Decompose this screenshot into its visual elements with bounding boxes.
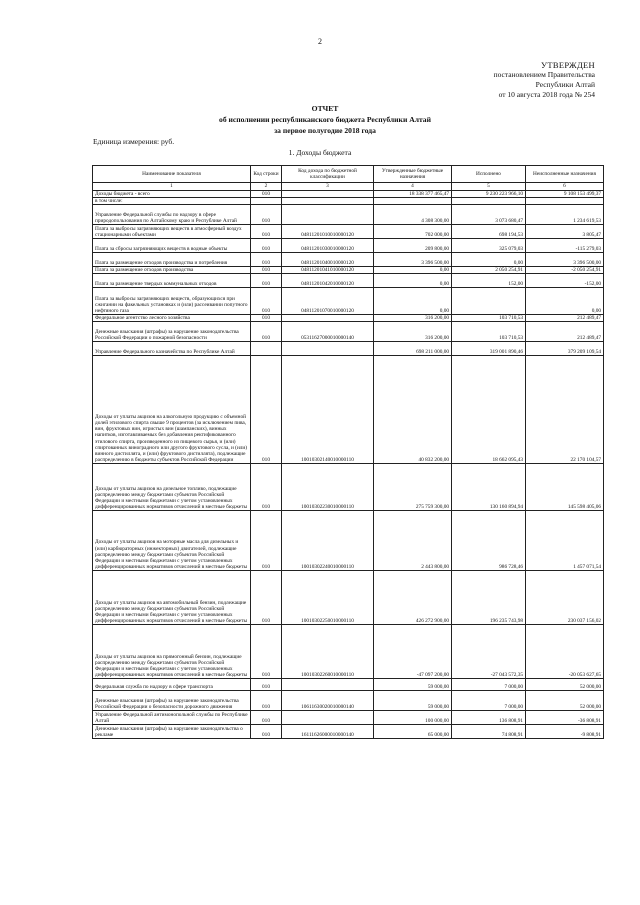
row-line-code: 010 (251, 679, 282, 691)
row-unexecuted: 1 457 071,54 (526, 511, 604, 571)
row-unexecuted: 212 489,47 (526, 315, 604, 322)
report-title-line-2: об исполнении республиканского бюджета Республики Алтай (219, 115, 431, 124)
row-unexecuted: 3 805,47 (526, 225, 604, 239)
row-indicator-name: Доходы от уплаты акцизов на моторные масла для дизельных и (или) карбюраторных (инжекторных) двигателей, подлежащие распределению между бюджетами субъектов Российской Федерации и местными бюджетами с учетом установленных дифференцированных нормативов отчислений в местные бюджеты (93, 511, 251, 571)
column-number: 1 (93, 183, 251, 190)
row-revenue-code: 04811201040010000120 (282, 253, 374, 267)
row-indicator-name: Плата за размещение отходов производства и потребления (93, 253, 251, 267)
row-revenue-code: 04811201042010000120 (282, 274, 374, 288)
table-row (93, 725, 604, 739)
table-row (93, 190, 604, 197)
row-approved: 316 200,00 (374, 322, 452, 342)
row-revenue-code: 10010302140010000110 (282, 356, 374, 464)
row-approved: 702 000,00 (374, 225, 452, 239)
approval-heading: УТВЕРЖДЕН (541, 60, 595, 70)
row-revenue-code: 04811201030010000120 (282, 239, 374, 253)
row-indicator-name: Управление Федерального казначейства по Республике Алтай (93, 342, 251, 356)
row-unexecuted: 52 000,00 (526, 691, 604, 711)
table-row (93, 267, 604, 274)
table-row (93, 274, 604, 288)
row-executed (452, 197, 526, 204)
header-revenue-code: Код дохода по бюджетной классификации (282, 166, 374, 183)
row-line-code: 010 (251, 239, 282, 253)
section-title: 1. Доходы бюджета (288, 148, 352, 157)
table-row (93, 288, 604, 315)
row-approved: 209 800,00 (374, 239, 452, 253)
row-indicator-name: Доходы от уплаты акцизов на дизельное топливо, подлежащие распределению между бюджетами субъектов Российской Федерации и местными бюджетами с учетом установленных дифференцированных нормативов отчислений в местные бюджеты (93, 464, 251, 511)
row-indicator-name: Плата за выбросы загрязняющих веществ в атмосферный воздух стационарными объектами (93, 225, 251, 239)
header-approved: Утвержденные бюджетные назначения (374, 166, 452, 183)
table-row (93, 356, 604, 464)
row-approved: 316 200,00 (374, 315, 452, 322)
row-executed: 7 000,00 (452, 679, 526, 691)
row-executed: 196 235 743,98 (452, 571, 526, 625)
row-approved: 4 308 300,00 (374, 205, 452, 225)
row-approved: 59 000,00 (374, 679, 452, 691)
row-unexecuted: 379 209 109,54 (526, 342, 604, 356)
row-line-code: 010 (251, 267, 282, 274)
table-row (93, 571, 604, 625)
row-line-code: 010 (251, 253, 282, 267)
row-indicator-name: Плата за сбросы загрязняющих веществ в водные объекты (93, 239, 251, 253)
table-row (93, 239, 604, 253)
report-title-line-1: ОТЧЕТ (311, 104, 339, 113)
row-executed: 152,00 (452, 274, 526, 288)
row-indicator-name: в том числе: (93, 197, 251, 204)
table-row (93, 322, 604, 342)
row-indicator-name: Денежные взыскания (штрафы) за нарушение законодательства Российской Федерации о пожарной безопасности (93, 322, 251, 342)
row-revenue-code (282, 711, 374, 725)
row-revenue-code: 10010302240010000110 (282, 511, 374, 571)
column-number-row (93, 183, 604, 190)
row-line-code: 010 (251, 691, 282, 711)
row-approved: 0,00 (374, 267, 452, 274)
row-revenue-code: 10010302260010000110 (282, 625, 374, 679)
unit-label: Единица измерения: руб. (93, 137, 175, 146)
row-revenue-code (282, 315, 374, 322)
row-unexecuted: -9 808,91 (526, 725, 604, 739)
row-line-code: 010 (251, 205, 282, 225)
row-unexecuted: -152,00 (526, 274, 604, 288)
row-executed: 74 808,91 (452, 725, 526, 739)
table-row (93, 511, 604, 571)
row-revenue-code (282, 197, 374, 204)
row-unexecuted: 9 108 153 499,37 (526, 190, 604, 197)
row-line-code: 010 (251, 356, 282, 464)
row-indicator-name: Доходы от уплаты акцизов на автомобильный бензин, подлежащие распределению между бюджетами субъектов Российской Федерации и местными бюджетами с учетом установленных дифференцированных нормативов отчислений в местные бюджеты (93, 571, 251, 625)
table-row (93, 711, 604, 725)
budget-revenue-table (92, 165, 604, 739)
row-line-code: 010 (251, 315, 282, 322)
row-line-code: 010 (251, 625, 282, 679)
row-line-code: 010 (251, 322, 282, 342)
row-approved: 40 832 200,00 (374, 356, 452, 464)
row-indicator-name: Плата за выбросы загрязняющих веществ, образующихся при сжигании на факельных установках и (или) рассеивании попутного нефтяного газа (93, 288, 251, 315)
row-approved: 18 338 377 465,47 (374, 190, 452, 197)
row-indicator-name: Федеральная служба по надзору в сфере транспорта (93, 679, 251, 691)
row-line-code: 010 (251, 274, 282, 288)
approval-line-2: Республики Алтай (535, 80, 595, 89)
approval-line-1: постановлением Правительства (493, 70, 595, 79)
column-number: 4 (374, 183, 452, 190)
row-revenue-code (282, 679, 374, 691)
row-approved: 65 000,00 (374, 725, 452, 739)
row-indicator-name: Федеральное агентство лесного хозяйства (93, 315, 251, 322)
row-revenue-code (282, 190, 374, 197)
row-approved: 59 000,00 (374, 691, 452, 711)
row-approved: 0,00 (374, 288, 452, 315)
row-line-code (251, 197, 282, 204)
table-header-row (93, 166, 604, 183)
header-unexecuted: Неисполненные назначения (526, 166, 604, 183)
row-executed: 103 710,53 (452, 315, 526, 322)
row-revenue-code: 04811201041010000120 (282, 267, 374, 274)
row-executed: 319 001 890,46 (452, 342, 526, 356)
row-executed: 7 000,00 (452, 691, 526, 711)
row-indicator-name: Доходы бюджета - всего (93, 190, 251, 197)
row-revenue-code (282, 342, 374, 356)
row-unexecuted: 1 234 619,53 (526, 205, 604, 225)
page-number: 2 (318, 37, 322, 46)
column-number: 5 (452, 183, 526, 190)
row-indicator-name: Плата за размещение твердых коммунальных отходов (93, 274, 251, 288)
row-unexecuted: 230 037 156,02 (526, 571, 604, 625)
row-executed: 136 808,91 (452, 711, 526, 725)
row-executed: 9 230 223 966,10 (452, 190, 526, 197)
row-unexecuted: 22 170 104,57 (526, 356, 604, 464)
row-executed: 18 662 095,43 (452, 356, 526, 464)
column-number: 6 (526, 183, 604, 190)
row-unexecuted: 52 000,00 (526, 679, 604, 691)
row-executed: 986 728,46 (452, 511, 526, 571)
table-row (93, 315, 604, 322)
row-indicator-name: Денежные взыскания (штрафы) за нарушение законодательства о рекламе (93, 725, 251, 739)
row-unexecuted: 145 598 405,06 (526, 464, 604, 511)
table-row (93, 342, 604, 356)
row-revenue-code: 10611630020010000140 (282, 691, 374, 711)
row-executed: 325 079,03 (452, 239, 526, 253)
table-row (93, 225, 604, 239)
row-approved: 698 211 000,00 (374, 342, 452, 356)
table-row (93, 679, 604, 691)
row-executed: 130 160 894,94 (452, 464, 526, 511)
row-approved: 275 759 300,00 (374, 464, 452, 511)
column-number: 2 (251, 183, 282, 190)
header-line-code: Код строки (251, 166, 282, 183)
row-approved: 0,00 (374, 274, 452, 288)
row-unexecuted: -20 053 627,65 (526, 625, 604, 679)
row-executed: 103 710,53 (452, 322, 526, 342)
row-revenue-code: 04811201070010000120 (282, 288, 374, 315)
row-unexecuted: 0,00 (526, 288, 604, 315)
row-line-code: 010 (251, 288, 282, 315)
table-row (93, 253, 604, 267)
row-line-code: 010 (251, 725, 282, 739)
row-executed: 698 194,53 (452, 225, 526, 239)
row-indicator-name: Денежные взыскания (штрафы) за нарушение законодательства Российской Федерации о безопасности дорожного движения (93, 691, 251, 711)
row-indicator-name: Управление Федеральной антимонопольной службы по Республике Алтай (93, 711, 251, 725)
row-revenue-code: 16111626000010000140 (282, 725, 374, 739)
row-indicator-name: Доходы от уплаты акцизов на алкогольную продукцию с объемной долей этилового спирта свыше 9 процентов (за исключением пива, вин, фруктовых вин, игристых вин (шампанских), винных напитков, изготавливаемых без добавления ректификованного этилового спирта, произведенного из пищевого сырья, и (или) спиртованных виноградного или другого фруктового сусла, и (или) винного дистиллята, и (или) фруктового дистиллята), подлежащие распределению в бюджеты субъектов Российской Федерации (93, 356, 251, 464)
row-revenue-code: 10010302250010000110 (282, 571, 374, 625)
row-unexecuted: 3 396 500,00 (526, 253, 604, 267)
row-indicator-name: Управление Федеральной службы по надзору в сфере природопользования по Алтайскому краю и Республике Алтай (93, 205, 251, 225)
row-approved: 2 443 800,00 (374, 511, 452, 571)
header-executed: Исполнено (452, 166, 526, 183)
row-approved: 426 272 900,00 (374, 571, 452, 625)
row-revenue-code: 05311627000010000140 (282, 322, 374, 342)
row-revenue-code (282, 205, 374, 225)
table-row (93, 205, 604, 225)
row-line-code: 010 (251, 511, 282, 571)
row-executed (452, 288, 526, 315)
row-unexecuted: -2 050 254,91 (526, 267, 604, 274)
row-approved: 100 000,00 (374, 711, 452, 725)
row-unexecuted: -36 808,91 (526, 711, 604, 725)
row-line-code: 010 (251, 464, 282, 511)
approval-block (415, 60, 595, 100)
row-unexecuted (526, 197, 604, 204)
table-row (93, 197, 604, 204)
row-line-code: 010 (251, 571, 282, 625)
row-executed: -27 043 572,35 (452, 625, 526, 679)
row-line-code (251, 342, 282, 356)
row-revenue-code: 04811201010010000120 (282, 225, 374, 239)
row-indicator-name: Плата за размещение отходов производства (93, 267, 251, 274)
column-number: 3 (282, 183, 374, 190)
table-row (93, 691, 604, 711)
row-approved (374, 197, 452, 204)
row-line-code: 010 (251, 225, 282, 239)
row-executed: 3 073 680,47 (452, 205, 526, 225)
header-indicator-name: Наименование показателя (93, 166, 251, 183)
approval-line-3: от 10 августа 2018 года № 254 (498, 90, 595, 99)
row-approved: 3 396 500,00 (374, 253, 452, 267)
table-row (93, 464, 604, 511)
report-title (160, 103, 490, 136)
row-approved: -47 097 200,00 (374, 625, 452, 679)
report-title-line-3: за первое полугодие 2018 года (274, 126, 376, 135)
row-line-code: 010 (251, 190, 282, 197)
table-row (93, 625, 604, 679)
row-executed: 2 050 254,91 (452, 267, 526, 274)
row-indicator-name: Доходы от уплаты акцизов на прямогонный бензин, подлежащие распределению между бюджетами субъектов Российской Федерации и местными бюджетами с учетом установленных дифференцированных нормативов отчислений в местные бюджеты (93, 625, 251, 679)
row-executed: 0,00 (452, 253, 526, 267)
row-line-code: 010 (251, 711, 282, 725)
row-revenue-code: 10010302230010000110 (282, 464, 374, 511)
row-unexecuted: 212 489,47 (526, 322, 604, 342)
row-unexecuted: -115 279,03 (526, 239, 604, 253)
